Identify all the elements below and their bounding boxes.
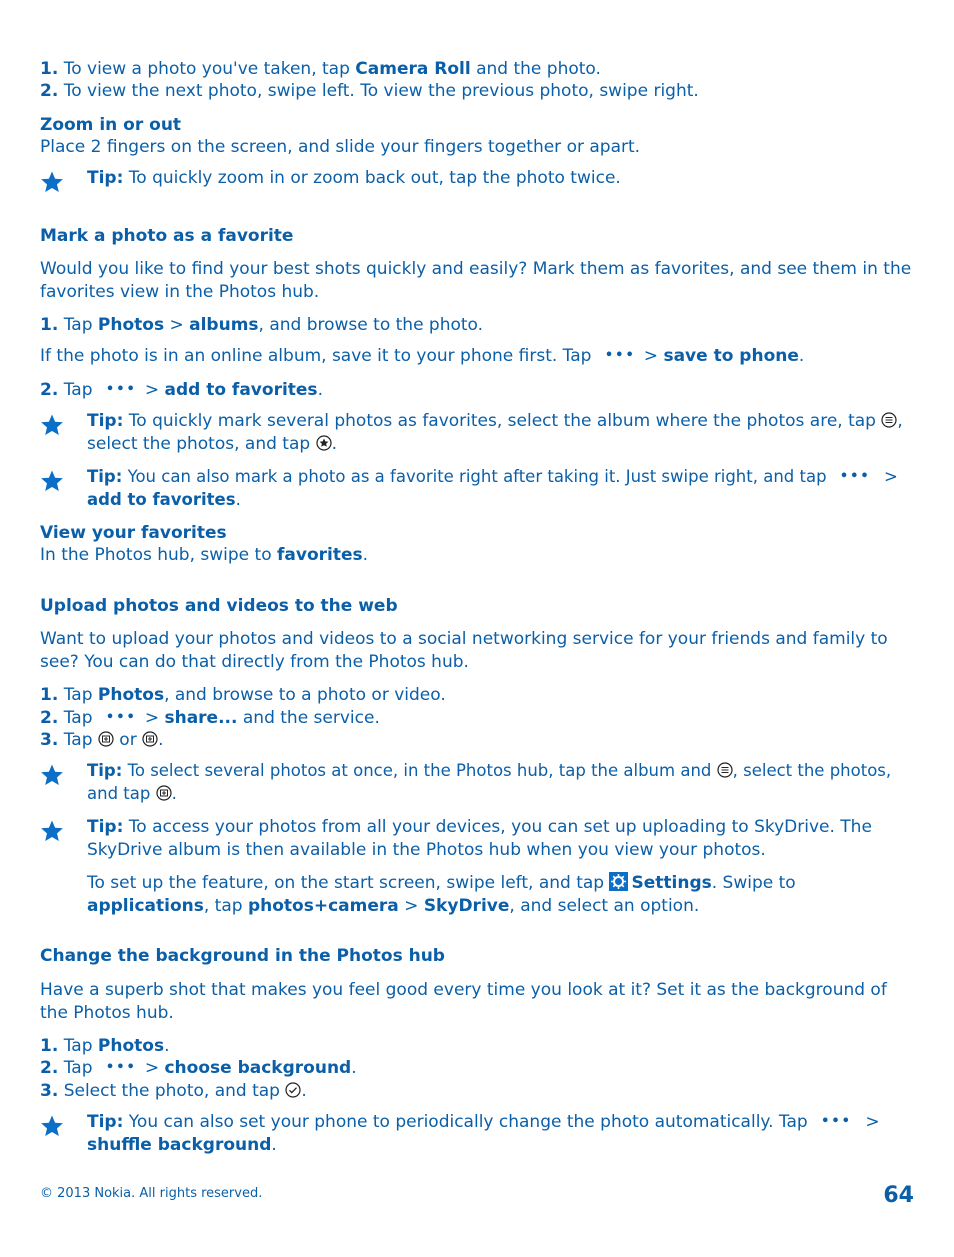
tip-upload-skydrive: Tip: To access your photos from all your devices, you can set up uploading to SkyDrive. The SkyDrive album is then available in the Photos hub when you view your photos. [40,816,915,861]
tip-favorite-several: Tip: To quickly mark several photos as favorites, select the album where the photos are, tap , select the photos, and tap . [40,410,915,455]
star-icon [40,469,64,493]
heading-upload: Upload photos and videos to the web [40,596,398,616]
settings-gear-icon [609,872,628,891]
step-view-photo: 1. To view a photo you've taken, tap Camera Roll and the photo. [40,59,601,79]
more-dots-icon: ••• [839,469,871,484]
tip-favorite-after-taking: Tip: You can also mark a photo as a favorite right after taking it. Just swipe right, and tap ••• > add to favorites. [40,466,915,511]
share-icon [142,731,158,747]
heading-view-favorites: View your favorites [40,523,227,543]
heading-background: Change the background in the Photos hub [40,946,445,966]
share-icon [98,731,114,747]
star-icon [40,1114,64,1138]
star-icon [40,819,64,843]
star-icon [40,170,64,194]
select-list-icon [717,762,733,778]
background-step-3: 3. Select the photo, and tap . [40,1081,307,1101]
more-dots-icon: ••• [105,1060,137,1075]
background-intro: Have a superb shot that makes you feel good every time you look at it? Set it as the background of the Photos hub. [40,980,887,1023]
star-icon [40,763,64,787]
zoom-text: Place 2 fingers on the screen, and slide your fingers together or apart. [40,137,641,157]
more-dots-icon: ••• [105,710,137,725]
check-icon [285,1082,301,1098]
upload-intro: Want to upload your photos and videos to a social networking service for your friends and family to see? You can do that directly from the Photos hub. [40,629,888,672]
upload-step-1: 1. Tap Photos, and browse to a photo or video. [40,685,446,705]
step-view-next: 2. To view the next photo, swipe left. To view the previous photo, swipe right. [40,81,699,101]
favorite-step-1: 1. Tap Photos > albums, and browse to the photo. [40,315,484,335]
upload-step-3: 3. Tap or . [40,730,164,750]
background-step-2: 2. Tap ••• > choose background. [40,1058,357,1078]
background-step-1: 1. Tap Photos. [40,1036,170,1056]
heading-favorite: Mark a photo as a favorite [40,226,294,246]
favorite-step-2: 2. Tap ••• > add to favorites. [40,380,323,400]
heading-zoom: Zoom in or out [40,115,182,135]
more-dots-icon: ••• [105,382,137,397]
more-dots-icon: ••• [821,1114,852,1129]
page-number: 64 [883,1183,914,1208]
upload-setup-text: To set up the feature, on the start screen, swipe left, and tap Settings. Swipe to applications, tap photos+camera > SkyDrive, and select an option. [87,873,796,916]
favorite-star-icon [316,435,332,451]
tip-background-shuffle: Tip: You can also set your phone to periodically change the photo automatically. Tap ••• > shuffle background. [40,1111,915,1156]
view-favorites-text: In the Photos hub, swipe to favorites. [40,545,369,565]
upload-step-2: 2. Tap ••• > share... and the service. [40,708,380,728]
share-icon [156,785,172,801]
favorite-online-note: If the photo is in an online album, save it to your phone first. Tap ••• > save to phone. [40,346,805,366]
star-icon [40,413,64,437]
favorite-intro: Would you like to find your best shots quickly and easily? Mark them as favorites, and see them in the favorites view in the Photos hub. [40,259,912,302]
more-dots-icon: ••• [604,348,636,363]
copyright-footer: © 2013 Nokia. All rights reserved. [40,1186,263,1201]
tip-upload-several: Tip: To select several photos at once, in the Photos hub, tap the album and , select the photos, and tap . [40,760,915,805]
select-list-icon [881,412,897,428]
tip-zoom: Tip: To quickly zoom in or zoom back out, tap the photo twice. [40,167,915,190]
